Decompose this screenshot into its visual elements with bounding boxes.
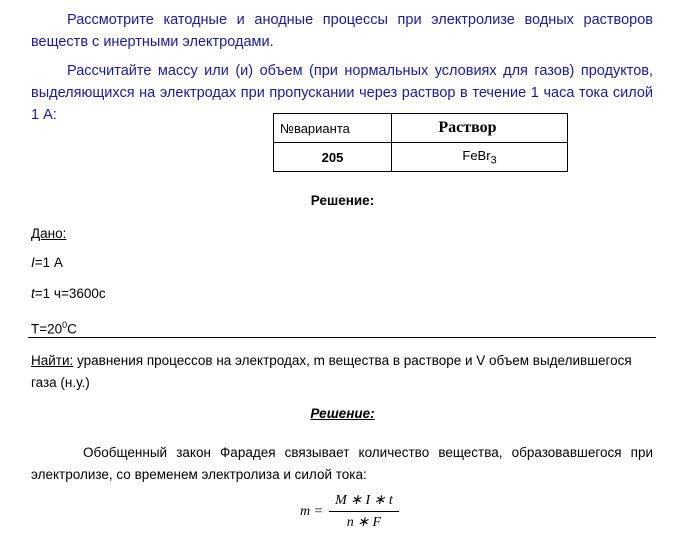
time-symbol: t <box>31 286 35 301</box>
solution-formula-base: FeBr <box>462 147 491 163</box>
task-instruction-2: Рассчитайте массу или (и) объем (при нормальных условиях для газов) продуктов, выделяющихся на электродах при пропускании через раствор в течение 1 часа тока силой 1 А: <box>31 63 653 123</box>
current-value: =1 А <box>34 255 63 270</box>
find-text: уравнения процессов на электродах, m вещества в растворе и V объем выделившегося газа (н.у.) <box>31 353 632 390</box>
header-variant: №варианта <box>274 114 392 143</box>
formula-fraction <box>329 492 399 531</box>
given-label: Дано: <box>31 226 67 241</box>
solution-formula <box>392 143 568 172</box>
divider-line <box>28 337 656 338</box>
table-header-row <box>274 114 568 143</box>
time-value: =1 ч=3600с <box>34 286 106 301</box>
formula-lhs: m = <box>300 503 324 519</box>
given-current <box>31 252 63 274</box>
task-instruction-1: Рассмотрите катодные и анодные процессы при электролизе водных растворов веществ с инертными электродами. <box>31 12 653 50</box>
formula-denominator: n ∗ F <box>346 515 382 530</box>
temperature-degree: 0 <box>62 320 68 330</box>
variant-number: 205 <box>274 143 392 172</box>
temperature-unit: С <box>67 321 77 337</box>
find-label: Найти: <box>31 353 74 368</box>
faraday-formula <box>300 492 399 531</box>
faraday-law-text: Обобщенный закон Фарадея связывает количество вещества, образовавшегося при электролизе, со временем электролиза и силой тока: <box>31 445 653 482</box>
given-time <box>31 283 106 305</box>
table-row <box>274 143 568 172</box>
find-section <box>31 350 653 394</box>
solution-formula-subscript: 3 <box>490 154 497 167</box>
solution-heading-1: Решение: <box>310 193 375 208</box>
solution-heading-2: Решение: <box>310 406 375 421</box>
formula-numerator: M ∗ I ∗ t <box>329 492 399 512</box>
current-symbol: I <box>31 255 35 270</box>
variant-table <box>273 113 568 172</box>
header-solution: Раствор <box>392 114 568 143</box>
temperature-value: T=20 <box>31 321 63 337</box>
